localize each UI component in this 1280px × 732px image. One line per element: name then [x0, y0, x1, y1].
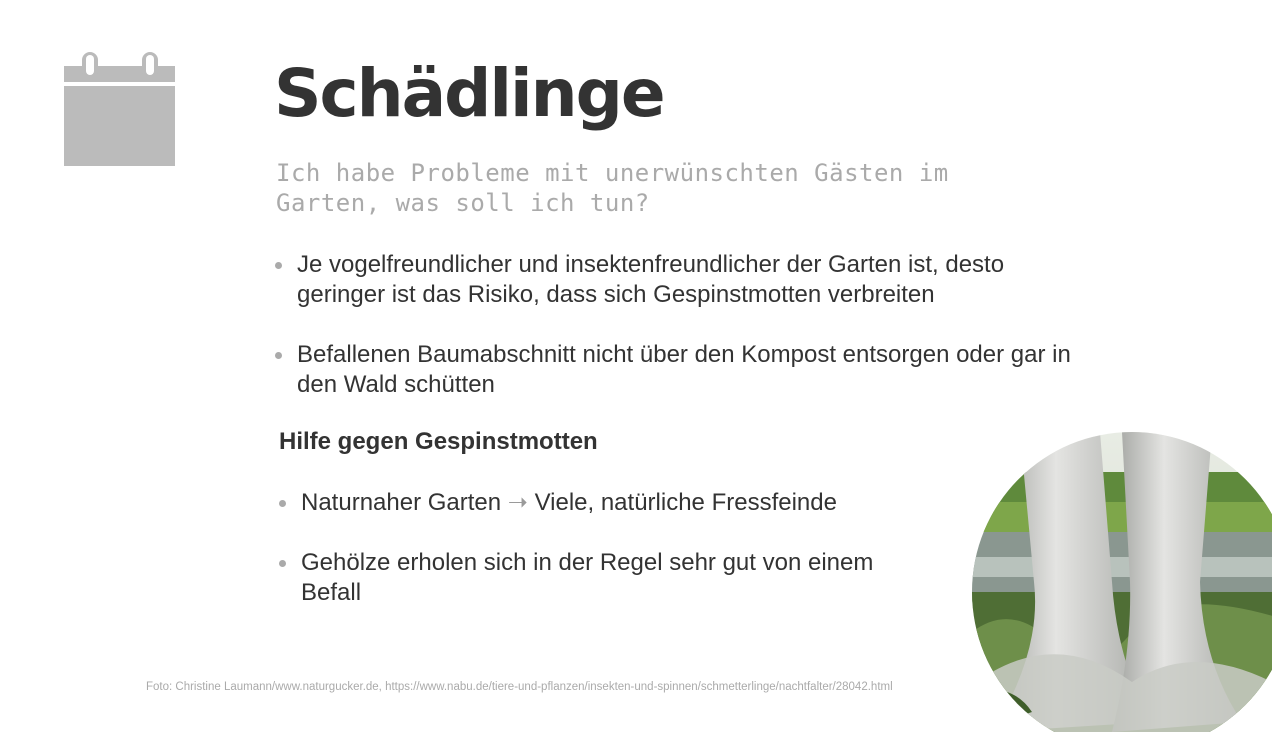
list-item [278, 488, 928, 518]
bullet-dot [279, 560, 286, 567]
list-item [274, 340, 1074, 400]
list-item-text: Befallenen Baumabschnitt nicht über den Kompost entsorgen oder gar in den Wald schütten [297, 341, 1071, 398]
list-item-text: Je vogelfreundlicher und insektenfreundlicher der Garten ist, desto geringer ist das Risiko, dass sich Gespinstmotten verbreiten [297, 251, 1005, 308]
bullet-dot [275, 352, 282, 359]
section-heading: Hilfe gegen Gespinstmotten [279, 428, 598, 455]
list-item-text: Gehölze erholen sich in der Regel sehr gut von einem Befall [301, 549, 874, 606]
page-title: Schädlinge [274, 55, 664, 132]
list-item [278, 548, 928, 608]
list-item-text: Naturnaher Garten [301, 489, 502, 516]
help-bullet-list [278, 488, 928, 638]
tree-photo [972, 432, 1272, 732]
intro-bullet-list [274, 250, 1074, 430]
photo-credit: Foto: Christine Laumann/www.naturgucker.de, https://www.nabu.de/tiere-und-pflanzen/insekten-und-spinnen/schmetterlinge/nachtfalter/28042.html [146, 681, 893, 693]
list-item-text: Viele, natürliche Fressfeinde [534, 489, 837, 516]
subtitle: Ich habe Probleme mit unerwünschten Gästen im Garten, was soll ich tun? [276, 159, 949, 217]
list-item [274, 250, 1074, 310]
bullet-dot [275, 262, 282, 269]
bullet-dot [279, 500, 286, 507]
arrow-right-icon: ➝ [507, 489, 528, 516]
calendar-icon [64, 52, 175, 166]
